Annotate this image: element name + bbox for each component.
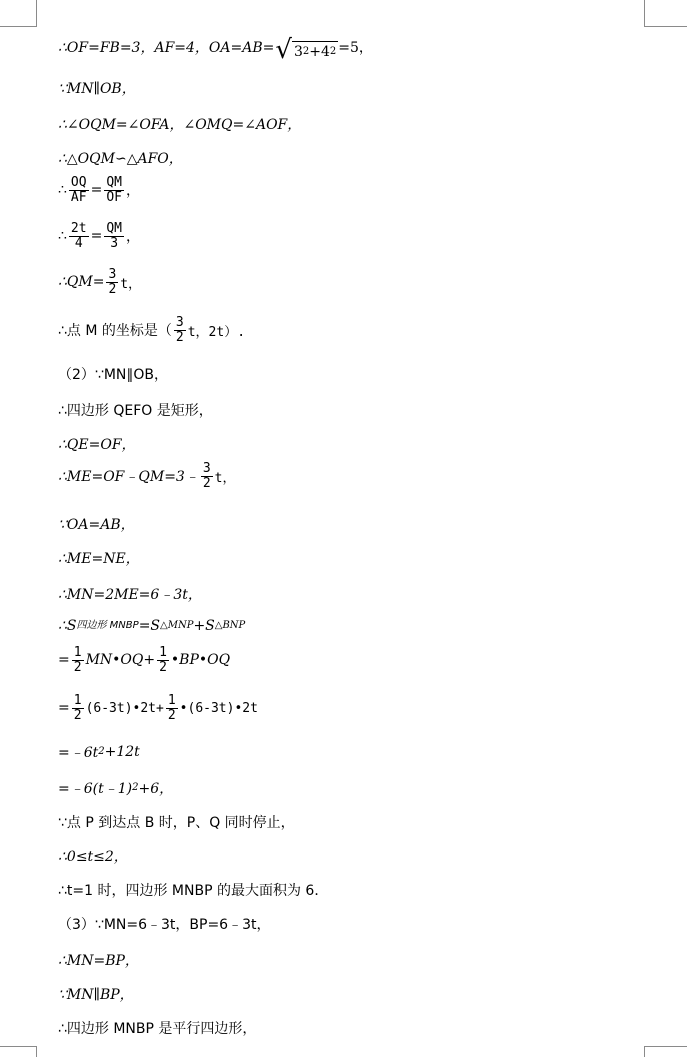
solution-line <box>58 1018 256 1038</box>
line-text: (6-3t)•2t+ <box>85 700 164 716</box>
line-text: =S <box>138 618 161 634</box>
line-text: ∴0≤t≤2， <box>58 849 128 865</box>
solution-line <box>58 694 258 722</box>
crop-mark-bottom-right <box>644 1046 687 1057</box>
fraction <box>104 176 124 204</box>
line-text: （2）∵MN∥OB， <box>58 367 168 383</box>
solution-line <box>58 400 213 420</box>
line-text: t，2t）. <box>187 324 246 340</box>
numerator: 1 <box>73 693 82 708</box>
line-text: ∴四边形 QEFO 是矩形， <box>58 403 213 419</box>
line-text: = <box>58 700 70 717</box>
line-text: =5， <box>338 40 373 56</box>
line-text: t， <box>214 470 236 486</box>
line-text: ∴S <box>58 618 77 634</box>
denominator: OF <box>106 189 122 205</box>
solution-line <box>58 268 141 296</box>
line-text: ∴四边形 MNBP 是平行四边形， <box>58 1021 257 1037</box>
solution-line <box>58 222 140 250</box>
solution-line: =﹣6(t﹣1) 2 +6， <box>58 778 173 798</box>
line-text: +12t <box>104 744 140 760</box>
line-text: ∵MN∥OB， <box>58 81 136 97</box>
line-text: = <box>90 182 103 199</box>
solution-line <box>58 646 230 674</box>
solution-line: =﹣6t 2 +12t <box>58 744 140 761</box>
line-text: ∴点 M 的坐标是（ <box>58 323 172 340</box>
denominator: 3 <box>110 235 119 251</box>
line-text: ∴MN=BP， <box>58 953 139 969</box>
line-text: ∴∠OQM=∠OFA，∠OMQ=∠AOF， <box>58 117 302 133</box>
radical-sign: √ <box>275 35 292 65</box>
solution-line <box>58 548 140 568</box>
line-text: ， <box>125 183 140 200</box>
solution-line <box>58 914 270 934</box>
line-text: =﹣6t <box>58 745 99 761</box>
numerator: QM <box>106 221 122 236</box>
solution-line <box>58 316 245 344</box>
solution-line <box>58 950 139 970</box>
solution-line <box>58 846 128 866</box>
line-text: ∴ <box>58 228 67 245</box>
line-text: （3）∵MN=6﹣3t，BP=6﹣3t， <box>58 917 271 933</box>
fraction <box>69 176 89 204</box>
fraction <box>174 316 186 344</box>
solution-line <box>58 462 236 490</box>
fraction <box>104 222 124 250</box>
line-text: +6， <box>138 781 174 797</box>
line-text: ∵OA=AB， <box>58 517 135 533</box>
denominator: 2 <box>167 707 176 723</box>
numerator: OQ <box>70 175 87 190</box>
fraction <box>201 462 213 490</box>
crop-mark-top-left <box>0 0 37 27</box>
line-text: ∴△OQM∽△AFO， <box>58 151 183 167</box>
line-text: ∴t=1 时，四边形 MNBP 的最大面积为 6． <box>58 883 329 899</box>
numerator: 3 <box>202 461 211 476</box>
line-text: •(6-3t)•2t <box>179 700 258 716</box>
radicand-term: +4 <box>309 44 330 60</box>
fraction <box>69 222 89 250</box>
denominator: 2 <box>73 659 82 675</box>
line-text: ∴QM= <box>58 274 105 291</box>
fraction <box>106 268 118 296</box>
line-text: ∵点 P 到达点 B 时，P、Q 同时停止， <box>58 815 295 831</box>
line-text: = <box>90 228 103 245</box>
line-text: ∴ME=OF﹣QM=3﹣ <box>58 469 199 486</box>
solution-line <box>58 176 140 204</box>
solution-line <box>58 514 135 534</box>
line-text: ∴ME=NE， <box>58 551 140 567</box>
fraction <box>72 694 84 722</box>
numerator: 3 <box>108 267 117 282</box>
solution-line <box>58 114 301 134</box>
line-text: =﹣6(t﹣1) <box>58 781 133 797</box>
denominator: 2 <box>73 707 82 723</box>
denominator: 2 <box>108 281 117 297</box>
line-text: ， <box>125 229 140 246</box>
line-text: +S <box>193 618 215 634</box>
numerator: QM <box>106 175 122 190</box>
line-text: = <box>58 652 70 669</box>
solution-line <box>58 364 168 384</box>
numerator: 1 <box>73 645 82 660</box>
numerator: 2t <box>70 221 87 236</box>
solution-line: ∴S 四边形 MNBP =S △MNP +S △BNP <box>58 618 246 634</box>
solution-line <box>58 812 295 832</box>
crop-mark-top-right <box>644 0 687 27</box>
denominator: 2 <box>159 659 167 675</box>
denominator: 4 <box>74 235 83 251</box>
denominator: 2 <box>175 329 184 345</box>
solution-line <box>58 148 183 168</box>
radicand: 3 2 +4 2 <box>292 41 338 60</box>
denominator: 2 <box>202 475 211 491</box>
crop-mark-bottom-left <box>0 1046 37 1057</box>
fraction <box>72 646 84 674</box>
solution-line <box>58 880 328 900</box>
line-text: ∴OF=FB=3，AF=4，OA=AB= <box>58 40 275 56</box>
solution-line <box>58 78 136 98</box>
fraction <box>157 646 169 674</box>
line-text: MN•OQ+ <box>85 652 156 669</box>
line-text: •BP•OQ <box>170 652 231 669</box>
square-root <box>275 34 338 65</box>
line-text: t， <box>120 276 142 292</box>
numerator: 1 <box>159 645 167 660</box>
solution-line <box>58 434 136 454</box>
solution-line <box>58 34 373 65</box>
line-text: ∵MN∥BP， <box>58 987 134 1003</box>
radicand-base: 3 <box>293 44 303 60</box>
line-text: ∴ <box>58 182 67 199</box>
solution-line <box>58 984 134 1004</box>
numerator: 3 <box>175 315 184 330</box>
fraction <box>166 694 178 722</box>
line-text: ∴QE=OF， <box>58 437 136 453</box>
solution-line <box>58 584 202 604</box>
denominator: AF <box>70 189 87 205</box>
line-text: ∴MN=2ME=6﹣3t， <box>58 587 202 603</box>
numerator: 1 <box>167 693 176 708</box>
